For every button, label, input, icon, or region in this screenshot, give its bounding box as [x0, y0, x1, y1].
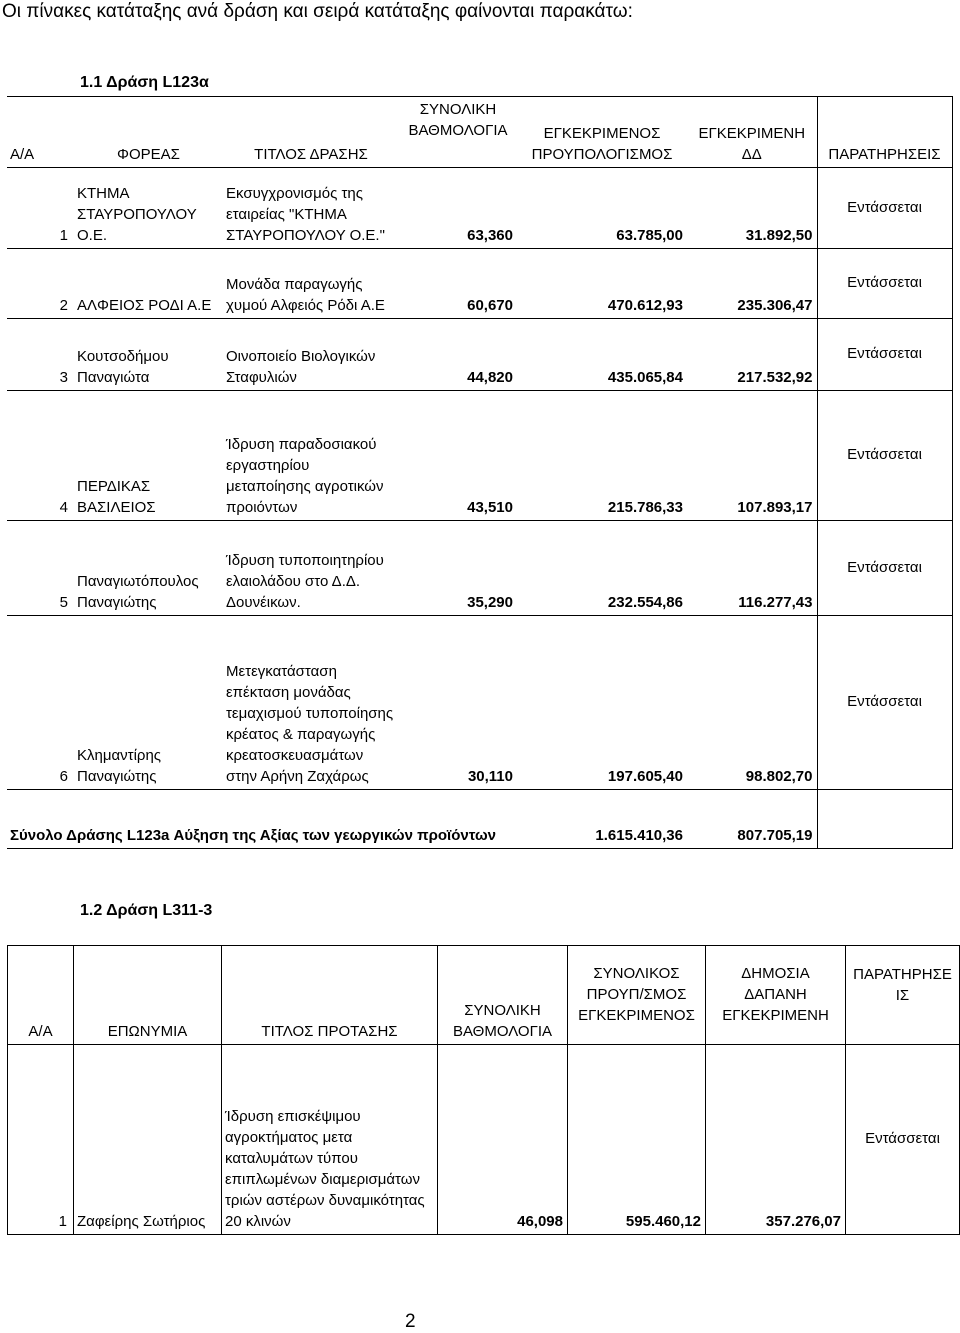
header-foreas: ΦΟΡΕΑΣ	[74, 97, 223, 168]
total-dd: 807.705,19	[687, 790, 817, 849]
row-budget: 435.065,84	[517, 319, 687, 391]
table-row	[7, 521, 952, 616]
row-titlos: Ίδρυση επισκέψιμου αγροκτήματος μετα καταλυμάτων τύπου επιπλωμένων διαμερισμάτων τριών αστέρων δυναμικότητας 20 κλινών	[222, 1045, 438, 1235]
row-titlos: Μονάδα παραγωγής χυμού Αλφειός Ρόδι Α.Ε	[223, 249, 399, 319]
row-note: Εντάσσεται	[817, 521, 952, 616]
row-score: 63,360	[399, 168, 517, 249]
row-note: Εντάσσεται	[817, 319, 952, 391]
row-dd: 235.306,47	[687, 249, 817, 319]
table-row	[7, 616, 952, 790]
table-row	[7, 249, 952, 319]
total-note-empty	[817, 790, 952, 849]
header-dd	[706, 946, 846, 1045]
row-budget: 215.786,33	[517, 391, 687, 521]
table-l123a	[7, 96, 953, 849]
header-budget-bottom: ΕΓΚΕΚΡΙΜΕΝΟΣ	[578, 1006, 695, 1024]
row-titlos: Εκσυγχρονισμός της εταιρείας "ΚΤΗΜΑ ΣΤΑΥΡΟΠΟΥΛΟΥ Ο.Ε."	[223, 168, 399, 249]
row-budget: 595.460,12	[568, 1045, 706, 1235]
row-score: 35,290	[399, 521, 517, 616]
row-foreas: ΑΛΦΕΙΟΣ ΡΟΔΙ Α.Ε	[74, 249, 223, 319]
row-titlos: Οινοποιείο Βιολογικών Σταφυλιών	[223, 319, 399, 391]
table-header-row	[8, 946, 960, 1045]
row-budget: 232.554,86	[517, 521, 687, 616]
row-aa: 4	[7, 391, 74, 521]
row-dd: 98.802,70	[687, 616, 817, 790]
row-score: 60,670	[399, 249, 517, 319]
row-score: 43,510	[399, 391, 517, 521]
header-aa: Α/Α	[7, 97, 74, 168]
intro-text: Οι πίνακες κατάταξης ανά δράση και σειρά κατάταξης φαίνονται παρακάτω:	[2, 1, 633, 22]
header-notes: ΠΑΡΑΤΗΡΗΣΕ ΙΣ	[846, 946, 960, 1045]
header-notes: ΠΑΡΑΤΗΡΗΣΕΙΣ	[817, 97, 952, 168]
header-dd-top: ΔΗΜΟΣΙΑ ΔΑΠΑΝΗ	[741, 964, 810, 1003]
table-row	[7, 319, 952, 391]
row-score: 44,820	[399, 319, 517, 391]
header-dd-bottom: ΕΓΚΕΚΡΙΜΕΝΗ	[722, 1006, 829, 1024]
row-titlos: Ίδρυση τυποποιητηρίου ελαιολάδου στο Δ.Δ. Δουνέικων.	[223, 521, 399, 616]
row-dd: 217.532,92	[687, 319, 817, 391]
row-aa: 2	[7, 249, 74, 319]
header-titlos: ΤΙΤΛΟΣ ΠΡΟΤΑΣΗΣ	[222, 946, 438, 1045]
header-name: ΕΠΩΝΥΜΙΑ	[74, 946, 222, 1045]
row-budget: 197.605,40	[517, 616, 687, 790]
header-score: ΣΥΝΟΛΙΚΗ ΒΑΘΜΟΛΟΓΙΑ	[438, 946, 568, 1045]
table-row	[7, 168, 952, 249]
row-foreas: Κουτσοδήμου Παναγιώτα	[74, 319, 223, 391]
row-dd: 31.892,50	[687, 168, 817, 249]
total-row	[7, 790, 952, 849]
row-score: 46,098	[438, 1045, 568, 1235]
row-aa: 3	[7, 319, 74, 391]
table-header-row	[7, 97, 952, 168]
header-titlos: ΤΙΤΛΟΣ ΔΡΑΣΗΣ	[223, 97, 399, 168]
row-foreas: Παναγιωτόπουλος Παναγιώτης	[74, 521, 223, 616]
row-budget: 63.785,00	[517, 168, 687, 249]
row-note: Εντάσσεται	[817, 249, 952, 319]
row-note: Εντάσσεται	[817, 616, 952, 790]
row-dd: 116.277,43	[687, 521, 817, 616]
row-aa: 1	[8, 1045, 74, 1235]
section-2-title: 1.2 Δράση L311-3	[80, 902, 213, 919]
page-number: 2	[405, 1311, 416, 1332]
total-budget: 1.615.410,36	[517, 790, 687, 849]
row-titlos: Μετεγκατάσταση επέκταση μονάδας τεμαχισμού τυποποίησης κρέατος & παραγωγής κρεατοσκευασμάτων στην Αρήνη Ζαχάρως	[223, 616, 399, 790]
row-budget: 470.612,93	[517, 249, 687, 319]
row-dd: 107.893,17	[687, 391, 817, 521]
row-note: Εντάσσεται	[817, 168, 952, 249]
row-note: Εντάσσεται	[846, 1045, 960, 1235]
row-foreas: ΠΕΡΔΙΚΑΣ ΒΑΣΙΛΕΙΟΣ	[74, 391, 223, 521]
row-dd: 357.276,07	[706, 1045, 846, 1235]
header-dd: ΕΓΚΕΚΡΙΜΕΝΗ ΔΔ	[687, 97, 817, 168]
row-aa: 1	[7, 168, 74, 249]
table-l311-3	[7, 945, 960, 1235]
table-row	[8, 1045, 960, 1235]
header-budget: ΕΓΚΕΚΡΙΜΕΝΟΣ ΠΡΟΥΠΟΛΟΓΙΣΜΟΣ	[517, 97, 687, 168]
row-aa: 5	[7, 521, 74, 616]
total-label: Σύνολο Δράσης L123a Αύξηση της Αξίας των γεωργικών προϊόντων	[7, 790, 517, 849]
row-aa: 6	[7, 616, 74, 790]
header-budget	[568, 946, 706, 1045]
row-score: 30,110	[399, 616, 517, 790]
header-budget-top: ΣΥΝΟΛΙΚΟΣ ΠΡΟΥΠ/ΣΜΟΣ	[586, 964, 687, 1003]
row-note: Εντάσσεται	[817, 391, 952, 521]
table-row	[7, 391, 952, 521]
row-name: Ζαφείρης Σωτήριος	[74, 1045, 222, 1235]
header-aa: Α/Α	[8, 946, 74, 1045]
row-titlos: Ίδρυση παραδοσιακού εργαστηρίου μεταποίησης αγροτικών προιόντων	[223, 391, 399, 521]
header-score: ΣΥΝΟΛΙΚΗ ΒΑΘΜΟΛΟΓΙΑ	[399, 97, 517, 168]
section-1-title: 1.1 Δράση L123α	[80, 74, 209, 91]
row-foreas: Κλημαντίρης Παναγιώτης	[74, 616, 223, 790]
row-foreas: ΚΤΗΜΑ ΣΤΑΥΡΟΠΟΥΛΟΥ Ο.Ε.	[74, 168, 223, 249]
